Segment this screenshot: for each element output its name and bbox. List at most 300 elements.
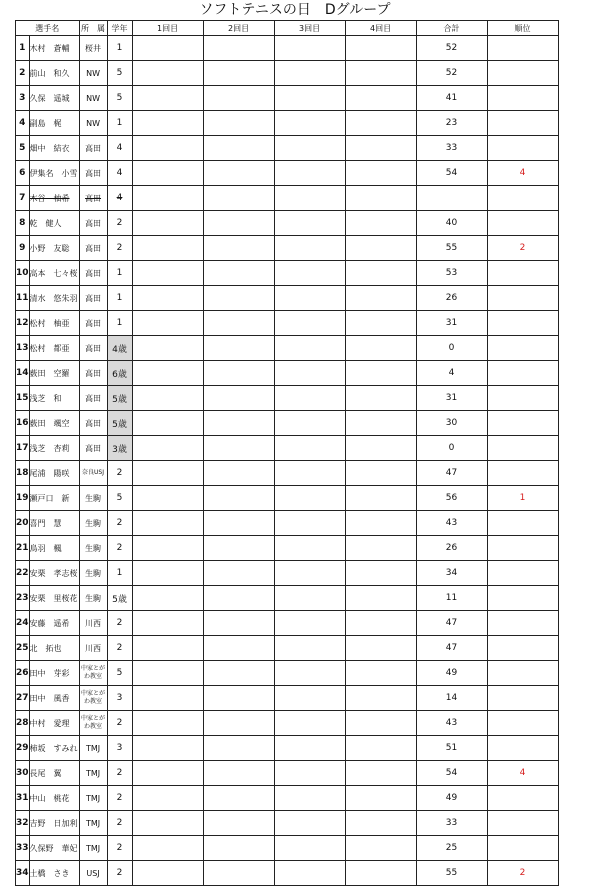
player-grade-text: 1 — [116, 118, 123, 128]
player-name-text: 高本 七々桜 — [29, 268, 78, 278]
round-3-score — [274, 486, 345, 511]
player-team — [79, 211, 107, 236]
player-grade-text: 2 — [116, 518, 123, 528]
player-team-text: 高田 — [85, 443, 102, 453]
round-2-score — [203, 861, 274, 886]
total-score: 47 — [416, 636, 487, 661]
table-row — [16, 61, 559, 86]
table-row — [16, 261, 559, 286]
row-number: 23 — [16, 586, 30, 611]
player-team-text: TMJ — [85, 743, 101, 753]
row-number: 12 — [16, 311, 30, 336]
player-grade — [107, 136, 132, 161]
row-number: 8 — [16, 211, 30, 236]
header-grade: 学年 — [107, 21, 132, 36]
round-2-score — [203, 61, 274, 86]
round-1-score — [132, 536, 203, 561]
row-number: 3 — [16, 86, 30, 111]
total-score: 52 — [416, 61, 487, 86]
table-row — [16, 86, 559, 111]
player-name — [29, 36, 79, 61]
total-score: 47 — [416, 461, 487, 486]
round-4-score — [345, 86, 416, 111]
rank-cell — [487, 111, 558, 136]
player-team — [79, 686, 107, 711]
player-grade — [107, 511, 132, 536]
total-score: 55 — [416, 236, 487, 261]
row-number: 15 — [16, 386, 30, 411]
round-1-score — [132, 236, 203, 261]
table-row — [16, 186, 559, 211]
round-1-score — [132, 486, 203, 511]
player-name — [29, 761, 79, 786]
player-name — [29, 86, 79, 111]
player-team-text: USJ — [86, 868, 100, 878]
player-team-text: 生駒 — [85, 593, 102, 603]
player-grade — [107, 586, 132, 611]
round-3-score — [274, 411, 345, 436]
player-team-text: 中家とがわ教室 — [81, 665, 106, 680]
total-score: 54 — [416, 161, 487, 186]
table-row — [16, 386, 559, 411]
row-number: 4 — [16, 111, 30, 136]
rank-cell — [487, 136, 558, 161]
row-number: 17 — [16, 436, 30, 461]
player-grade-text: 3 — [116, 743, 123, 753]
score-table — [15, 20, 559, 886]
round-1-score — [132, 161, 203, 186]
total-score: 11 — [416, 586, 487, 611]
player-name — [29, 836, 79, 861]
total-score: 51 — [416, 736, 487, 761]
player-grade-text: 3歳 — [112, 444, 127, 455]
player-team-text: NW — [86, 118, 100, 128]
player-team — [79, 311, 107, 336]
player-name-text: 喜門 慧 — [29, 518, 62, 528]
player-grade — [107, 761, 132, 786]
round-3-score — [274, 561, 345, 586]
player-name — [29, 136, 79, 161]
round-4-score — [345, 486, 416, 511]
round-4-score — [345, 736, 416, 761]
row-number: 14 — [16, 361, 30, 386]
total-score: 0 — [416, 336, 487, 361]
rank-cell: 2 — [487, 861, 558, 886]
round-3-score — [274, 536, 345, 561]
player-name-text: 吉野 日加利 — [29, 818, 78, 828]
round-2-score — [203, 661, 274, 686]
player-team — [79, 386, 107, 411]
round-3-score — [274, 286, 345, 311]
table-row — [16, 286, 559, 311]
player-team — [79, 811, 107, 836]
round-3-score — [274, 386, 345, 411]
player-team-text: TMJ — [85, 768, 101, 778]
round-3-score — [274, 236, 345, 261]
header-rank: 順位 — [487, 21, 558, 36]
round-2-score — [203, 236, 274, 261]
row-number: 24 — [16, 611, 30, 636]
player-grade — [107, 286, 132, 311]
player-grade-text: 6歳 — [112, 369, 127, 380]
round-2-score — [203, 536, 274, 561]
player-name — [29, 536, 79, 561]
round-3-score — [274, 436, 345, 461]
player-team — [79, 561, 107, 586]
player-grade — [107, 236, 132, 261]
player-grade-text: 5歳 — [112, 394, 127, 405]
rank-cell — [487, 711, 558, 736]
player-name-text: 中村 愛理 — [29, 718, 70, 728]
rank-cell — [487, 386, 558, 411]
player-team-text: NW — [86, 93, 100, 103]
round-2-score — [203, 186, 274, 211]
player-name — [29, 511, 79, 536]
player-grade-text: 5 — [116, 668, 123, 678]
round-2-score — [203, 461, 274, 486]
player-team-text: 高田 — [85, 343, 102, 353]
row-number: 9 — [16, 236, 30, 261]
player-team-text: 川西 — [85, 618, 102, 628]
table-body — [16, 36, 559, 886]
round-1-score — [132, 786, 203, 811]
player-team-text: 中家とがわ教室 — [81, 715, 106, 730]
table-row — [16, 786, 559, 811]
player-grade-text: 1 — [116, 293, 123, 303]
rank-cell — [487, 586, 558, 611]
table-row — [16, 511, 559, 536]
player-team-text: 奈良USJ — [82, 469, 105, 476]
round-2-score — [203, 286, 274, 311]
player-name-text: 浅芝 杏莉 — [29, 443, 70, 453]
total-score: 4 — [416, 361, 487, 386]
table-row — [16, 611, 559, 636]
player-team — [79, 761, 107, 786]
round-1-score — [132, 336, 203, 361]
round-2-score — [203, 261, 274, 286]
round-2-score — [203, 436, 274, 461]
rank-cell: 4 — [487, 161, 558, 186]
round-4-score — [345, 286, 416, 311]
player-name — [29, 811, 79, 836]
total-score: 23 — [416, 111, 487, 136]
player-name-text: 薮田 颯空 — [29, 418, 70, 428]
player-grade — [107, 386, 132, 411]
round-4-score — [345, 461, 416, 486]
player-team — [79, 86, 107, 111]
player-team — [79, 586, 107, 611]
round-4-score — [345, 786, 416, 811]
row-number: 7 — [16, 186, 30, 211]
round-2-score — [203, 86, 274, 111]
header-round4: 4回目 — [345, 21, 416, 36]
player-grade-text: 4歳 — [112, 344, 127, 355]
player-name — [29, 661, 79, 686]
rank-cell — [487, 611, 558, 636]
round-3-score — [274, 711, 345, 736]
round-1-score — [132, 661, 203, 686]
player-name — [29, 561, 79, 586]
player-grade — [107, 661, 132, 686]
round-2-score — [203, 411, 274, 436]
player-name-text: 安藤 遥希 — [29, 618, 70, 628]
player-grade-text: 2 — [116, 843, 123, 853]
round-1-score — [132, 736, 203, 761]
player-grade-text: 2 — [116, 868, 123, 878]
player-grade — [107, 536, 132, 561]
round-3-score — [274, 336, 345, 361]
rank-cell — [487, 811, 558, 836]
player-grade — [107, 561, 132, 586]
round-2-score — [203, 486, 274, 511]
row-number: 5 — [16, 136, 30, 161]
total-score: 0 — [416, 436, 487, 461]
player-team — [79, 361, 107, 386]
round-2-score — [203, 36, 274, 61]
row-number: 25 — [16, 636, 30, 661]
player-name — [29, 636, 79, 661]
player-name — [29, 186, 79, 211]
player-name-text: 木谷 柚希 — [29, 193, 70, 203]
row-number: 29 — [16, 736, 30, 761]
round-3-score — [274, 361, 345, 386]
total-score: 43 — [416, 511, 487, 536]
total-score: 14 — [416, 686, 487, 711]
round-3-score — [274, 136, 345, 161]
round-1-score — [132, 61, 203, 86]
row-number: 13 — [16, 336, 30, 361]
player-team-text: 高田 — [85, 418, 102, 428]
player-name — [29, 236, 79, 261]
rank-cell — [487, 286, 558, 311]
table-row — [16, 136, 559, 161]
round-4-score — [345, 186, 416, 211]
round-4-score — [345, 561, 416, 586]
player-name-text: 鳥羽 楓 — [29, 543, 62, 553]
round-4-score — [345, 311, 416, 336]
rank-cell — [487, 461, 558, 486]
player-grade — [107, 686, 132, 711]
round-3-score — [274, 111, 345, 136]
player-grade — [107, 411, 132, 436]
round-4-score — [345, 761, 416, 786]
player-team-text: 生駒 — [85, 493, 102, 503]
row-number: 20 — [16, 511, 30, 536]
round-1-score — [132, 836, 203, 861]
table-row — [16, 861, 559, 886]
player-team-text: 中家とがわ教室 — [81, 690, 106, 705]
rank-cell — [487, 86, 558, 111]
round-4-score — [345, 361, 416, 386]
round-2-score — [203, 811, 274, 836]
player-grade-text: 2 — [116, 243, 123, 253]
round-3-score — [274, 861, 345, 886]
player-name-text: 松村 柚亜 — [29, 318, 70, 328]
round-2-score — [203, 736, 274, 761]
player-grade — [107, 811, 132, 836]
round-1-score — [132, 436, 203, 461]
total-score: 40 — [416, 211, 487, 236]
player-grade — [107, 636, 132, 661]
player-grade — [107, 61, 132, 86]
player-team-text: 川西 — [85, 643, 102, 653]
player-name — [29, 461, 79, 486]
header-round1: 1回目 — [132, 21, 203, 36]
player-name — [29, 586, 79, 611]
round-4-score — [345, 211, 416, 236]
round-4-score — [345, 711, 416, 736]
player-grade — [107, 86, 132, 111]
row-number: 2 — [16, 61, 30, 86]
player-name-text: 土橋 さき — [29, 868, 70, 878]
player-name-text: 浅芝 和 — [29, 393, 62, 403]
player-name-text: 前山 和久 — [29, 68, 70, 78]
round-1-score — [132, 686, 203, 711]
round-4-score — [345, 36, 416, 61]
rank-cell — [487, 736, 558, 761]
player-name — [29, 111, 79, 136]
player-team-text: 桜井 — [85, 43, 102, 53]
round-1-score — [132, 711, 203, 736]
player-grade — [107, 311, 132, 336]
rank-cell — [487, 186, 558, 211]
round-2-score — [203, 561, 274, 586]
header-team: 所 属 — [79, 21, 107, 36]
total-score: 30 — [416, 411, 487, 436]
player-name — [29, 361, 79, 386]
player-grade-text: 1 — [116, 318, 123, 328]
round-1-score — [132, 136, 203, 161]
round-4-score — [345, 111, 416, 136]
player-grade-text: 3 — [116, 693, 123, 703]
player-name-text: 久保野 華妃 — [29, 843, 78, 853]
player-grade-text: 4 — [116, 168, 123, 178]
round-3-score — [274, 786, 345, 811]
total-score: 33 — [416, 811, 487, 836]
player-grade-text: 2 — [116, 793, 123, 803]
player-name-text: 安栗 孝志桜 — [29, 568, 78, 578]
rank-cell — [487, 786, 558, 811]
player-team-text: 生駒 — [85, 543, 102, 553]
round-3-score — [274, 836, 345, 861]
round-4-score — [345, 436, 416, 461]
player-team — [79, 286, 107, 311]
round-3-score — [274, 611, 345, 636]
total-score: 49 — [416, 661, 487, 686]
round-4-score — [345, 511, 416, 536]
round-3-score — [274, 311, 345, 336]
player-team — [79, 486, 107, 511]
row-number: 21 — [16, 536, 30, 561]
player-name — [29, 336, 79, 361]
round-1-score — [132, 611, 203, 636]
round-4-score — [345, 161, 416, 186]
player-team — [79, 136, 107, 161]
player-grade — [107, 36, 132, 61]
row-number: 33 — [16, 836, 30, 861]
player-name-text: 薮田 空羅 — [29, 368, 70, 378]
player-name-text: 久保 遥城 — [29, 93, 70, 103]
rank-cell — [487, 561, 558, 586]
table-row — [16, 836, 559, 861]
round-4-score — [345, 811, 416, 836]
rank-cell — [487, 261, 558, 286]
player-name-text: 小野 友聡 — [29, 243, 70, 253]
round-4-score — [345, 336, 416, 361]
round-3-score — [274, 586, 345, 611]
player-team — [79, 411, 107, 436]
player-name-text: 清水 悠朱羽 — [29, 293, 78, 303]
round-1-score — [132, 261, 203, 286]
rank-cell: 1 — [487, 486, 558, 511]
player-name-text: 安栗 里桜花 — [29, 593, 78, 603]
round-4-score — [345, 861, 416, 886]
player-grade — [107, 111, 132, 136]
player-name — [29, 61, 79, 86]
total-score: 31 — [416, 311, 487, 336]
round-2-score — [203, 511, 274, 536]
row-number: 27 — [16, 686, 30, 711]
round-4-score — [345, 236, 416, 261]
total-score: 55 — [416, 861, 487, 886]
round-3-score — [274, 811, 345, 836]
player-name — [29, 686, 79, 711]
table-row — [16, 686, 559, 711]
player-team-text: 高田 — [85, 193, 102, 203]
round-2-score — [203, 336, 274, 361]
player-team — [79, 636, 107, 661]
table-row — [16, 336, 559, 361]
player-grade-text: 2 — [116, 468, 123, 478]
round-2-score — [203, 611, 274, 636]
round-1-score — [132, 361, 203, 386]
table-row — [16, 111, 559, 136]
player-name — [29, 386, 79, 411]
total-score: 56 — [416, 486, 487, 511]
row-number: 18 — [16, 461, 30, 486]
total-score: 52 — [416, 36, 487, 61]
total-score: 49 — [416, 786, 487, 811]
player-name-text: 伊集名 小雪 — [29, 168, 78, 178]
total-score: 33 — [416, 136, 487, 161]
total-score: 47 — [416, 611, 487, 636]
player-grade-text: 2 — [116, 718, 123, 728]
round-1-score — [132, 461, 203, 486]
rank-cell: 2 — [487, 236, 558, 261]
round-1-score — [132, 286, 203, 311]
player-name-text: 瀬戸口 新 — [29, 493, 70, 503]
total-score: 41 — [416, 86, 487, 111]
player-team — [79, 436, 107, 461]
round-4-score — [345, 586, 416, 611]
total-score: 26 — [416, 536, 487, 561]
row-number: 6 — [16, 161, 30, 186]
player-team — [79, 711, 107, 736]
table-row — [16, 761, 559, 786]
player-name — [29, 286, 79, 311]
total-score: 31 — [416, 386, 487, 411]
player-name — [29, 261, 79, 286]
player-grade-text: 5 — [116, 93, 123, 103]
player-grade — [107, 361, 132, 386]
player-team — [79, 236, 107, 261]
player-grade-text: 2 — [116, 768, 123, 778]
round-2-score — [203, 211, 274, 236]
round-4-score — [345, 661, 416, 686]
row-number: 1 — [16, 36, 30, 61]
total-score: 25 — [416, 836, 487, 861]
table-row — [16, 361, 559, 386]
